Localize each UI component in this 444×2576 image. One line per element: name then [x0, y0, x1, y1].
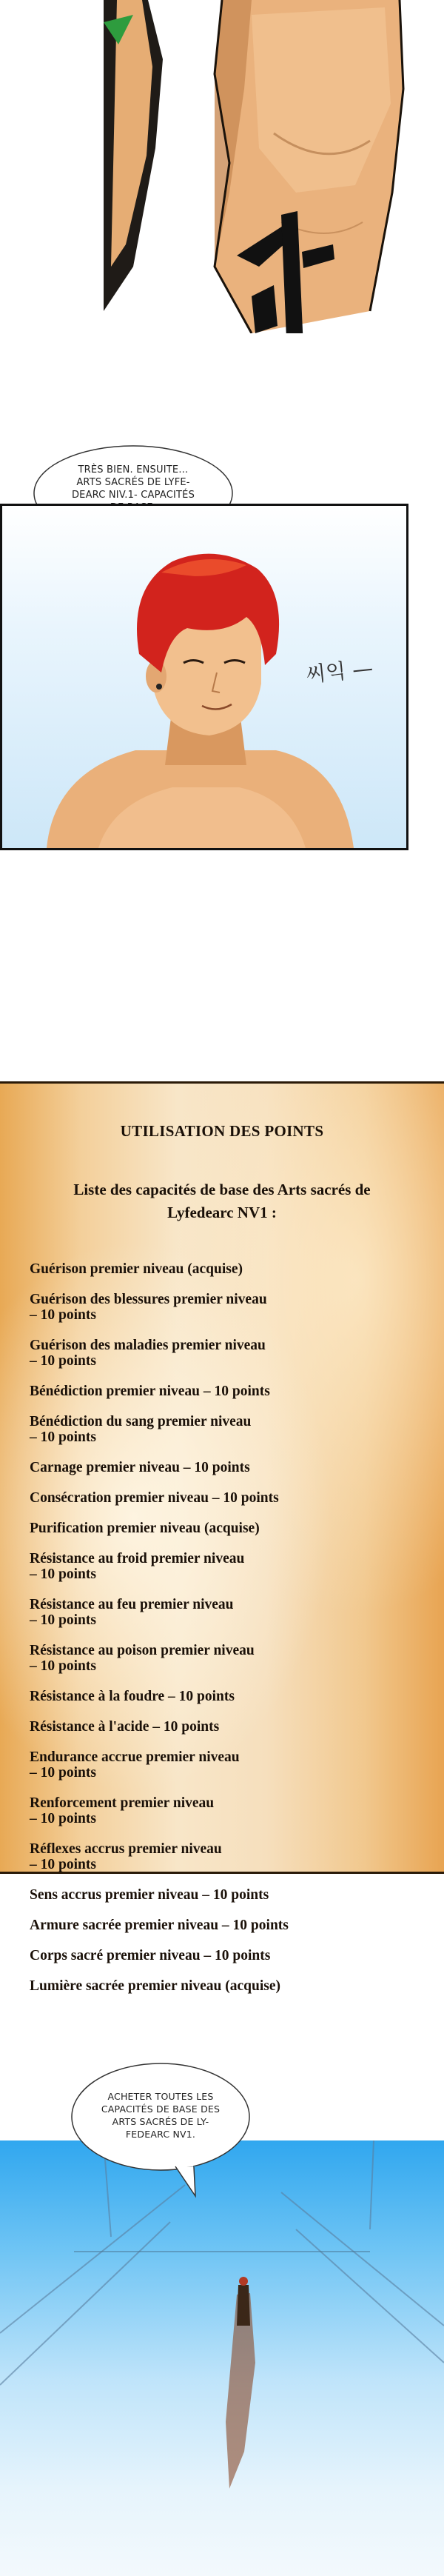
skill-item: Résistance au poison premier niveau – 10 points: [30, 1643, 255, 1674]
skill-item: Bénédiction premier niveau – 10 points: [30, 1384, 270, 1399]
skill-item: Résistance au feu premier niveau – 10 points: [30, 1597, 234, 1628]
speech-bubble-2: [68, 2059, 253, 2200]
skill-item: Carnage premier niveau – 10 points: [30, 1460, 250, 1475]
skill-item: Réflexes accrus premier niveau – 10 points: [30, 1841, 222, 1872]
skill-item: Armure sacrée premier niveau – 10 points: [30, 1918, 289, 1933]
skill-item: Purification premier niveau (acquise): [30, 1521, 260, 1536]
panel-character-smile: [0, 504, 408, 850]
skill-item: Lumière sacrée premier niveau (acquise): [30, 1978, 281, 1994]
skill-item: Guérison des maladies premier niveau – 10 points: [30, 1338, 266, 1369]
skill-item: Renforcement premier niveau – 10 points: [30, 1795, 215, 1826]
sky-scene-illustration: [0, 2140, 444, 2576]
skill-item: Corps sacré premier niveau – 10 points: [30, 1948, 271, 1963]
earring: [156, 684, 162, 690]
skill-item: Consécration premier niveau – 10 points: [30, 1490, 279, 1506]
system-window-subtitle: Liste des capacités de base des Arts sacrés de Lyfedearc NV1 :: [73, 1181, 371, 1221]
speech-bubble-2-text: ACHETER TOUTES LES CAPACITÉS DE BASE DES ARTS SACRÉS DE LY- FEDEARC NV1.: [101, 2091, 221, 2140]
grin-sfx-text: 씨익 —: [304, 655, 374, 687]
skill-item: Endurance accrue premier niveau – 10 points: [30, 1749, 240, 1781]
skill-item: Résistance au froid premier niveau – 10 points: [30, 1551, 245, 1582]
skill-item: Bénédiction du sang premier niveau – 10 points: [30, 1414, 252, 1445]
skill-item: Résistance à l'acide – 10 points: [30, 1719, 220, 1735]
torso-illustration: [104, 0, 414, 333]
skill-item: Résistance à la foudre – 10 points: [30, 1689, 235, 1704]
skill-item: Sens accrus premier niveau – 10 points: [30, 1887, 269, 1903]
skill-item: Guérison premier niveau (acquise): [30, 1261, 243, 1277]
system-window-points: [0, 1081, 444, 1994]
panel-torso-closeup: [104, 0, 414, 333]
system-window-title: UTILISATION DES POINTS: [120, 1122, 324, 1140]
skill-list: [30, 1261, 422, 2009]
skill-item: Guérison des blessures premier niveau – 10 points: [30, 1292, 267, 1323]
panel-sky-scene: [0, 2140, 444, 2576]
speech-bubble-1-text: TRÈS BIEN. ENSUITE… ARTS SACRÉS DE LYFE- DEARC NIV.1- CAPACITÉS: [71, 464, 195, 501]
